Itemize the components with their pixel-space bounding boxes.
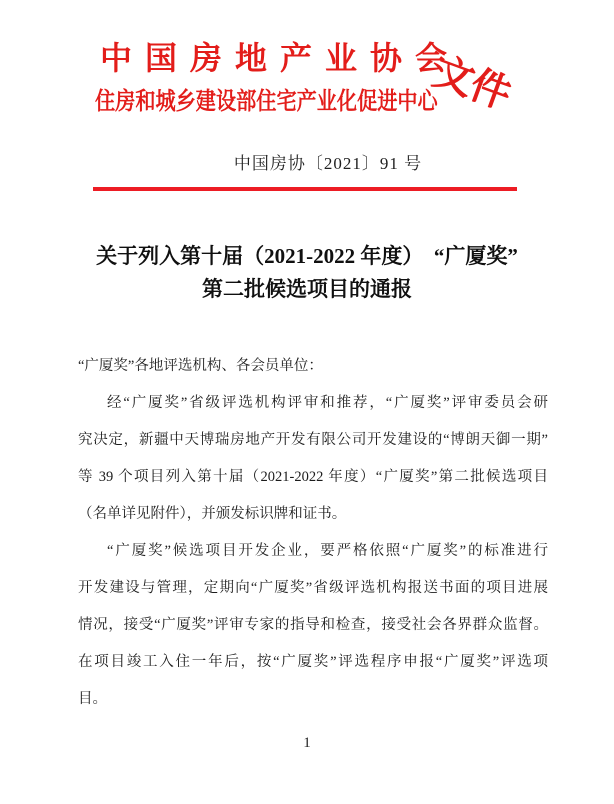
body-line: 究决定，新疆中天博瑞房地产开发有限公司开发建设的“博朗天御一期” <box>78 432 548 448</box>
body-line: 开发建设与管理，定期向“广厦奖”省级评选机构报送书面的项目进展 <box>78 580 548 596</box>
doc-type-label: 文件 <box>427 48 517 118</box>
body-line: 情况，接受“广厦奖”评审专家的指导和检查，接受社会各界群众监督。 <box>78 617 548 633</box>
body-line: “广厦奖”各地评选机构、各会员单位： <box>78 358 323 374</box>
red-divider-rule <box>93 187 517 191</box>
body-line: 经“广厦奖”省级评选机构评审和推荐，“广厦奖”评审委员会研 <box>107 395 548 411</box>
title-line-1: 关于列入第十届（2021-2022 年度） “广厦奖” <box>96 244 518 268</box>
doc-number: 中国房协〔2021〕91 号 <box>233 154 423 173</box>
body-line: （名单详见附件），并颁发标识牌和证书。 <box>78 506 347 522</box>
body-line: 在项目竣工入住一年后，按“广厦奖”评选程序申报“广厦奖”评选项 <box>78 654 548 670</box>
org-name-primary: 中国房地产业协会 <box>100 40 461 76</box>
document-title <box>57 240 557 306</box>
body-line: 目。 <box>78 691 107 707</box>
org-name-secondary: 住房和城乡建设部住宅产业化促进中心 <box>95 89 438 115</box>
body-line: 等 39 个项目列入第十届（2021-2022 年度）“广厦奖”第二批候选项目 <box>78 469 548 485</box>
document-body <box>78 348 548 718</box>
title-line-2: 第二批候选项目的通报 <box>202 277 412 301</box>
body-line: “广厦奖”候选项目开发企业，要严格依照“广厦奖”的标准进行 <box>107 543 548 559</box>
page-number: 1 <box>303 735 311 751</box>
